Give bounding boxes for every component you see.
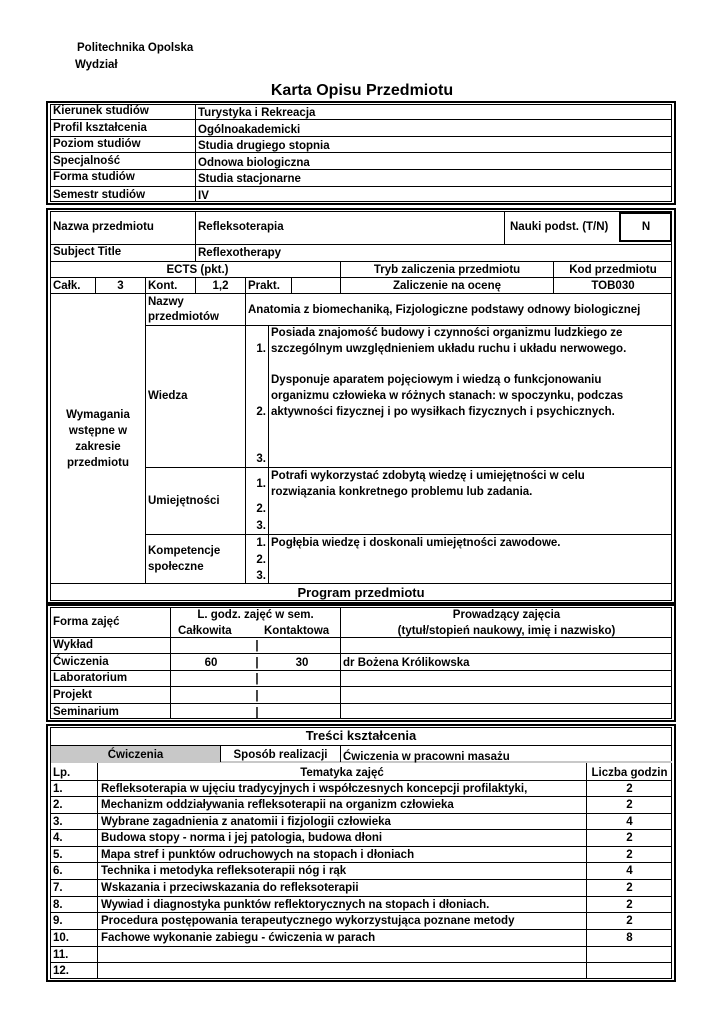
ects-contact-label: Kont.: [148, 280, 178, 292]
row-lp: 8.: [53, 899, 63, 911]
skills-label: Umiejętności: [148, 495, 220, 507]
row-hours: 2: [626, 849, 633, 861]
row-topic: Technika i metodyka refleksoterapii nóg i rąk: [101, 865, 347, 877]
knowledge-item-text: Dysponuje aparatem pojęciowym i wiedzą o funkcjonowaniu: [271, 374, 602, 386]
row-hours: 4: [626, 816, 633, 828]
row-topic: Wskazania i przeciwskazania do refleksoterapii: [101, 882, 359, 894]
row-topic: Procedura postępowania terapeutycznego wykorzystująca poznane metody: [101, 915, 515, 927]
study-label: Kierunek studiów: [53, 105, 149, 117]
hours-label: L. godz. zajęć w sem.: [197, 609, 314, 621]
knowledge-item-number: 1.: [256, 343, 266, 355]
row-lp: 12.: [53, 965, 69, 977]
ects-label: ECTS (pkt.): [166, 264, 229, 276]
study-label: Poziom studiów: [53, 138, 141, 150]
prerequisites-title: Wymagania wstępne w zakresie przedmiotu: [66, 409, 130, 469]
row-hours: 2: [626, 882, 633, 894]
hours-separator: |: [255, 657, 259, 669]
course-name-label: Nazwa przedmiotu: [53, 221, 154, 233]
subject-title-label: Subject Title: [53, 246, 122, 258]
row-topic: Wybrane zagadnienia z anatomii i fizjologii człowieka: [101, 816, 391, 828]
row-hours: 2: [626, 799, 633, 811]
row-lp: 11.: [53, 949, 69, 961]
ects-total-label: Całk.: [53, 280, 81, 292]
course-name: Refleksoterapia: [198, 221, 284, 233]
row-hours: 2: [626, 832, 633, 844]
knowledge-item-text: Posiada znajomość budowy i czynności organizmu ludzkiego ze: [271, 327, 623, 339]
study-value: Studia stacjonarne: [198, 173, 301, 185]
knowledge-item-number: 2.: [256, 406, 266, 418]
study-value: Ogólnoakademicki: [198, 124, 301, 136]
knowledge-item-text: organizmu człowieka w różnych stanach: w spoczynku, podczas: [271, 390, 624, 402]
row-lp: 1.: [53, 783, 63, 795]
code-label: Kod przedmiotu: [569, 264, 657, 276]
hours-count-label: Liczba godzin: [591, 767, 668, 779]
topic-label: Tematyka zajęć: [300, 767, 384, 779]
prereq-courses: Anatomia z biomechaniką, Fizjologiczne podstawy odnowy biologicznej: [248, 304, 641, 316]
hours-separator: |: [255, 673, 259, 685]
university-name: Politechnika Opolska: [77, 42, 194, 54]
row-hours: 2: [626, 783, 633, 795]
teacher-label: Prowadzący zajęcia: [452, 609, 561, 621]
study-label: Semestr studiów: [53, 189, 146, 201]
form-name: Seminarium: [53, 706, 119, 718]
row-topic: Refleksoterapia w ujęciu tradycyjnych i współczesnych koncepcji profilaktyki,: [101, 783, 528, 795]
assessment-mode: Zaliczenie na ocenę: [392, 280, 501, 292]
prereq-courses-label: Nazwy przedmiotów: [148, 296, 219, 323]
study-value: Studia drugiego stopnia: [198, 140, 330, 152]
row-lp: 4.: [53, 832, 63, 844]
study-value: Odnowa biologiczna: [198, 157, 310, 169]
content-type: Ćwiczenia: [107, 749, 164, 761]
social-item-number: 1.: [256, 537, 266, 549]
teacher-sub-label: (tytuł/stopień naukowy, imię i nazwisko): [397, 625, 616, 637]
row-hours: 4: [626, 865, 633, 877]
row-lp: 2.: [53, 799, 63, 811]
social-item-number: 2.: [256, 554, 266, 566]
row-topic: Mechanizm oddziaływania refleksoterapii na organizm człowieka: [101, 799, 454, 811]
form-name: Laboratorium: [53, 672, 128, 684]
hours-separator: |: [255, 690, 259, 702]
teacher-name: dr Bożena Królikowska: [343, 657, 470, 669]
row-lp: 7.: [53, 882, 63, 894]
row-lp: 5.: [53, 849, 63, 861]
program-title: Program przedmiotu: [297, 585, 425, 600]
hours-total: 60: [204, 657, 218, 669]
study-value: IV: [198, 190, 209, 202]
form-name: Ćwiczenia: [53, 656, 109, 668]
study-value: Turystyka i Rekreacja: [198, 107, 316, 119]
hours-contact-label: Kontaktowa: [264, 625, 330, 637]
social-label: społeczne: [148, 561, 204, 573]
study-label: Forma studiów: [53, 171, 135, 183]
row-topic: Wywiad i diagnostyka punktów reflektorycznych na stopach i dłoniach.: [101, 899, 490, 911]
form-name: Projekt: [53, 689, 92, 701]
skills-item-number: 1.: [256, 478, 266, 490]
knowledge-item-number: 3.: [256, 453, 266, 465]
page-title: Karta Opisu Przedmiotu: [270, 82, 454, 99]
study-label: Profil kształcenia: [53, 122, 147, 134]
form-name: Wykład: [53, 639, 94, 651]
knowledge-item-text: szczególnym uwzględnieniem układu ruchu i układu nerwowego.: [271, 343, 627, 355]
hours-contact: 30: [295, 657, 309, 669]
skills-item-number: 3.: [256, 520, 266, 532]
ects-practical-label: Prakt.: [248, 280, 280, 292]
skills-item-number: 2.: [256, 503, 266, 515]
method-value: Ćwiczenia w pracowni masażu: [343, 751, 510, 763]
method-label: Sposób realizacji: [233, 749, 328, 761]
knowledge-label: Wiedza: [148, 390, 188, 402]
content-title: Treści kształcenia: [305, 728, 417, 743]
basic-sciences-label: Nauki podst. (T/N): [510, 221, 609, 233]
row-topic: Fachowe wykonanie zabiegu - ćwiczenia w parach: [101, 932, 376, 944]
faculty-label: Wydział: [75, 59, 118, 71]
skills-item-text: rozwiązania konkretnego problemu lub zadania.: [271, 486, 533, 498]
hours-separator: |: [255, 707, 259, 719]
social-label: Kompetencje: [148, 545, 221, 557]
basic-sciences-value: N: [641, 221, 651, 233]
row-lp: 9.: [53, 915, 63, 927]
social-item-number: 3.: [256, 570, 266, 582]
form-label: Forma zajęć: [53, 616, 120, 628]
lp-label: Lp.: [53, 767, 71, 779]
skills-item-text: Potrafi wykorzystać zdobytą wiedzę i umiejętności w celu: [271, 470, 585, 482]
subject-title: Reflexotherapy: [198, 247, 282, 259]
course-code: TOB030: [591, 280, 635, 292]
study-label: Specjalność: [53, 155, 121, 167]
row-lp: 3.: [53, 816, 63, 828]
row-hours: 2: [626, 915, 633, 927]
knowledge-item-text: aktywności fizycznej i po wysiłkach fizycznych i psychicznych.: [271, 406, 615, 418]
row-hours: 8: [626, 932, 633, 944]
ects-total: 3: [117, 280, 124, 292]
row-topic: Mapa stref i punktów odruchowych na stopach i dłoniach: [101, 849, 415, 861]
hours-total-label: Całkowita: [178, 625, 232, 637]
hours-separator: |: [255, 640, 259, 652]
row-lp: 10.: [53, 932, 69, 944]
row-hours: 2: [626, 899, 633, 911]
social-item-text: Pogłębia wiedzę i doskonali umiejętności zawodowe.: [271, 537, 561, 549]
row-topic: Budowa stopy - norma i jej patologia, budowa dłoni: [101, 832, 383, 844]
ects-contact: 1,2: [212, 280, 229, 292]
mode-label: Tryb zaliczenia przedmiotu: [373, 264, 521, 276]
row-lp: 6.: [53, 865, 63, 877]
